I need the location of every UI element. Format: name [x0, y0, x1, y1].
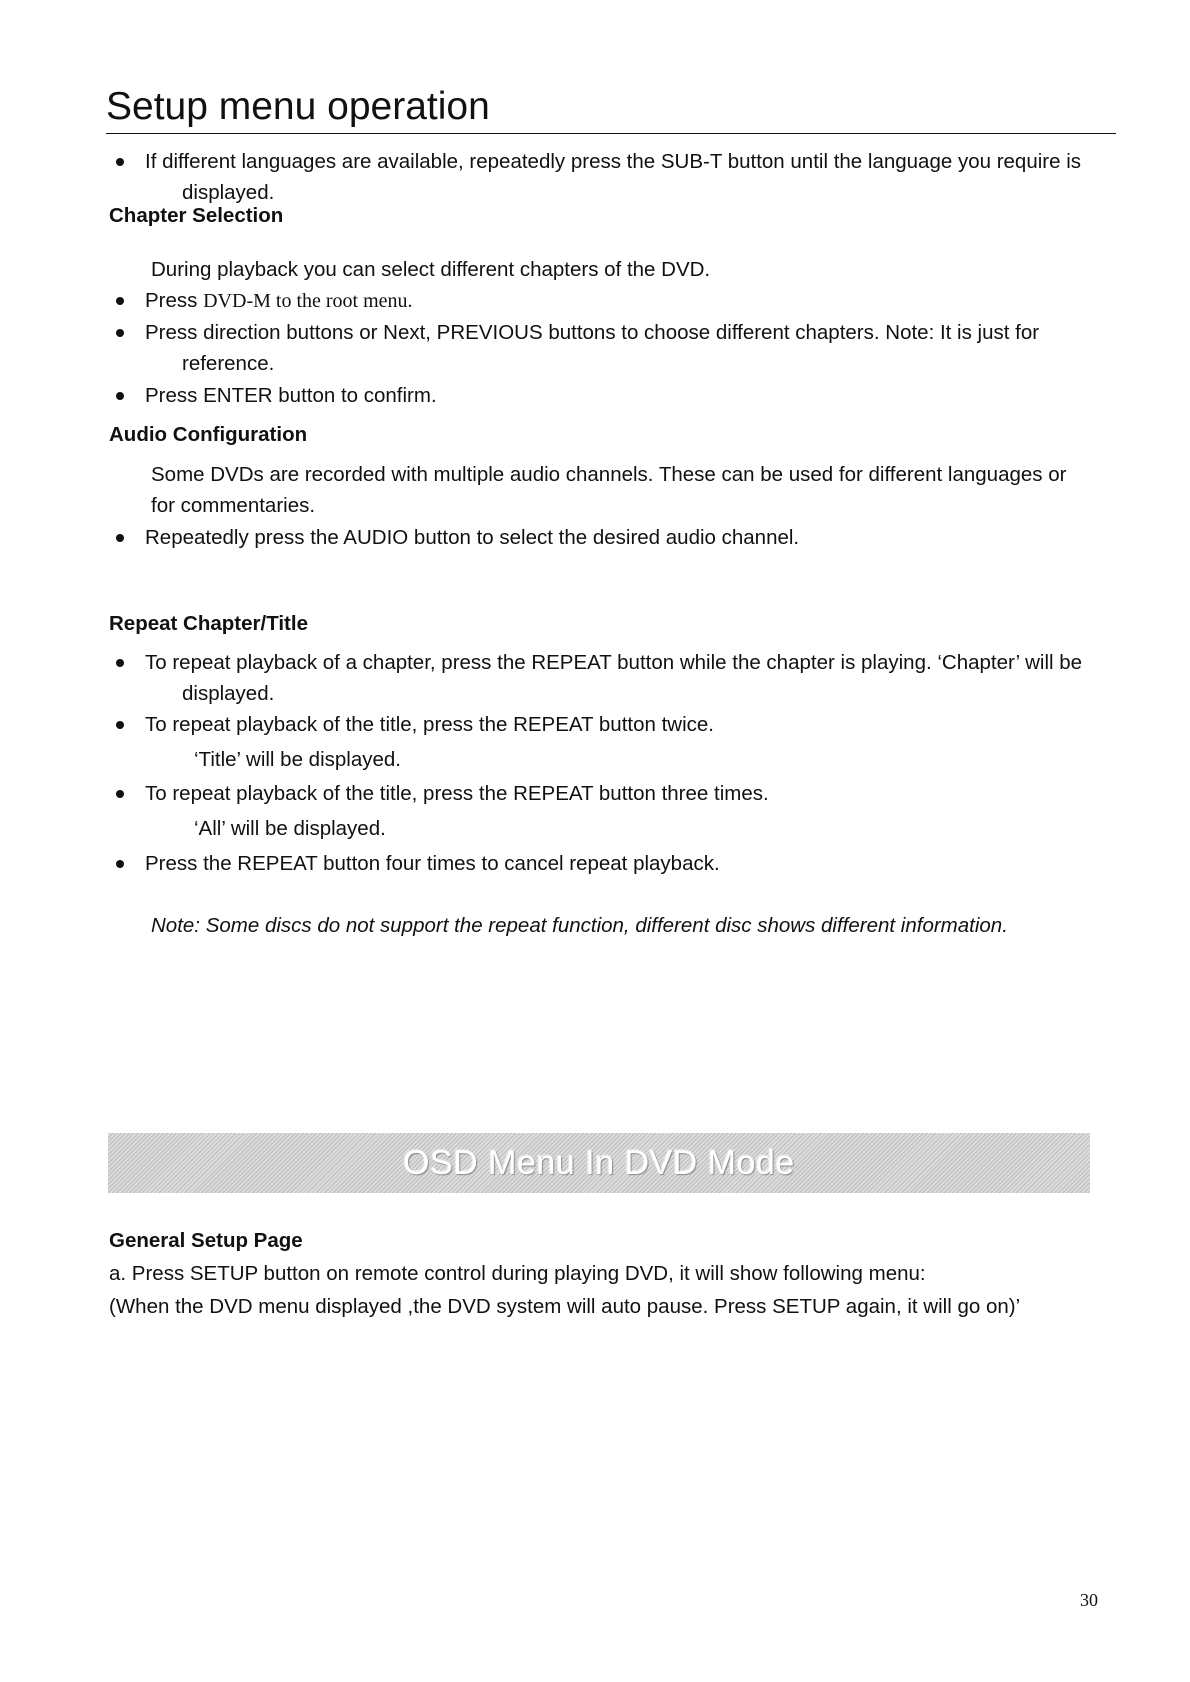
bullet-icon — [116, 329, 124, 337]
list-item: Press DVD-M to the root menu. — [116, 285, 1106, 317]
page-title: Setup menu operation — [106, 82, 1116, 134]
bullet-icon — [116, 721, 124, 729]
list-item: Press ENTER button to confirm. — [116, 380, 1106, 411]
bullet-icon — [116, 790, 124, 798]
repeat-note: Note: Some discs do not support the repeat function, different disc shows different information. — [151, 914, 1008, 937]
list-item: If different languages are available, repeatedly press the SUB-T button until the language you require is displayed. — [116, 146, 1106, 208]
section-heading-repeat: Repeat Chapter/Title — [109, 612, 308, 635]
section-banner — [108, 1133, 1090, 1193]
bullet-icon — [116, 158, 124, 166]
general-line-2: (When the DVD menu displayed ,the DVD system will auto pause. Press SETUP again, it will go on)’ — [109, 1295, 1021, 1318]
list-item: Repeatedly press the AUDIO button to select the desired audio channel. — [116, 522, 1106, 553]
section-heading-chapter: Chapter Selection — [109, 204, 284, 227]
bullet-icon — [116, 392, 124, 400]
page-number: 30 — [1080, 1590, 1098, 1610]
list-item: Press direction buttons or Next, PREVIOUS buttons to choose different chapters. Note: It is just for reference. — [116, 317, 1106, 379]
bullet-icon — [116, 860, 124, 868]
bullet-icon — [116, 659, 124, 667]
chapter-intro: During playback you can select different chapters of the DVD. — [151, 258, 711, 281]
list-item: To repeat playback of a chapter, press the REPEAT button while the chapter is playing. ‘Chapter’ will be displayed. — [116, 647, 1106, 709]
banner-title: OSD Menu In DVD Mode — [403, 1143, 795, 1182]
section-heading-general: General Setup Page — [109, 1229, 303, 1252]
general-line-1: a. Press SETUP button on remote control during playing DVD, it will show following menu: — [109, 1262, 926, 1285]
audio-intro: Some DVDs are recorded with multiple audio channels. These can be used for different languages or for commentaries. — [151, 463, 1067, 517]
list-item: Press the REPEAT button four times to cancel repeat playback. — [116, 848, 1106, 879]
repeat-title-note: ‘Title’ will be displayed. — [194, 748, 401, 771]
bullet-icon — [116, 534, 124, 542]
list-item: To repeat playback of the title, press the REPEAT button twice. — [116, 709, 1106, 740]
repeat-all-note: ‘All’ will be displayed. — [194, 817, 386, 840]
bullet-icon — [116, 297, 124, 305]
list-item: To repeat playback of the title, press the REPEAT button three times. — [116, 778, 1106, 809]
section-heading-audio: Audio Configuration — [109, 423, 308, 446]
